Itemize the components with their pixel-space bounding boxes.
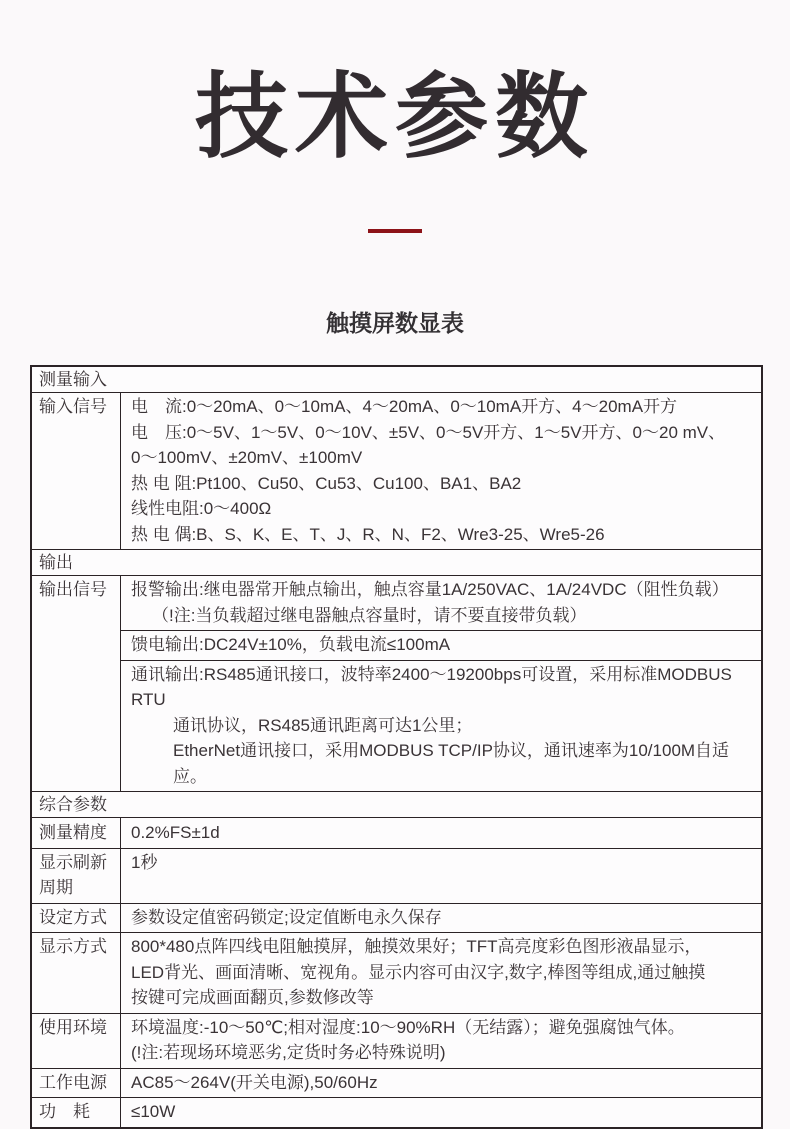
row-input-signal (32, 392, 761, 549)
row-label: 测量精度 (32, 818, 121, 848)
section-header: 测量输入 (39, 370, 107, 389)
spec-line: 线性电阻:0～400Ω (131, 499, 272, 518)
row-content (121, 576, 761, 791)
row-label: 输出信号 (32, 576, 121, 791)
row-label: 使用环境 (32, 1014, 121, 1068)
row-power-consumption (32, 1097, 761, 1127)
spec-line: 通讯输出:RS485通讯接口，波特率2400～19200bps可设置，采用标准MODBUS RTU (131, 664, 732, 709)
spec-line: LED背光、画面清晰、宽视角。显示内容可由汉字,数字,棒图等组成,通过触摸 (131, 962, 706, 982)
row-label: 显示刷新周期 (32, 849, 121, 903)
row-content (121, 393, 761, 549)
row-label: 工作电源 (32, 1069, 121, 1098)
accent-dash (368, 229, 422, 233)
spec-line: 热 电 阻:Pt100、Cu50、Cu53、Cu100、BA1、BA2 (131, 473, 522, 493)
spec-line: 通讯协议，RS485通讯距离可达1公里； (173, 715, 473, 735)
row-accuracy (32, 817, 761, 848)
row-content: ≤10W (131, 1102, 176, 1121)
row-output-signal (32, 575, 761, 791)
row-label: 显示方式 (32, 933, 121, 1013)
spec-line: 800*480点阵四线电阻触摸屏，触摸效果好；TFT高亮度彩色图形液晶显示， (131, 937, 702, 956)
row-content: 参数设定值密码锁定;设定值断电永久保存 (131, 907, 442, 927)
row-refresh-cycle (32, 848, 761, 903)
row-content (121, 1014, 761, 1068)
spec-line: 馈电输出:DC24V±10%，负载电流≤100mA (131, 635, 451, 654)
spec-line: 按键可完成画面翻页,参数修改等 (131, 988, 374, 1007)
spec-line: EtherNet通讯接口，采用MODBUS TCP/IP协议，通讯速率为10/100M自适应。 (173, 741, 730, 786)
section-row-measure-input (32, 367, 761, 392)
spec-line: 报警输出:继电器常开触点输出，触点容量1A/250VAC、1A/24VDC（阻性负载） (131, 580, 729, 599)
row-label: 设定方式 (32, 904, 121, 933)
spec-line-note: (!注:若现场环境恶劣,定货时务必特殊说明) (131, 1043, 446, 1062)
row-label: 功 耗 (32, 1098, 121, 1127)
row-setting-mode (32, 903, 761, 933)
section-row-general (32, 791, 761, 817)
row-label: 输入信号 (32, 393, 121, 549)
row-content: AC85～264V(开关电源),50/60Hz (131, 1072, 378, 1092)
row-display-mode (32, 932, 761, 1013)
subrow-feed-output (121, 630, 761, 660)
page-title: 技术参数 (195, 65, 595, 169)
section-header: 综合参数 (39, 795, 107, 814)
subrow-comm-output (121, 660, 761, 792)
spec-line: 电 流:0～20mA、0～10mA、4～20mA、0～10mA开方、4～20mA开方 (131, 397, 678, 416)
subrow-alarm-output (121, 576, 761, 630)
section-subtitle: 触摸屏数显表 (326, 310, 464, 336)
row-content (121, 933, 761, 1013)
row-environment (32, 1013, 761, 1068)
spec-line: 热 电 偶:B、S、K、E、T、J、R、N、F2、Wre3-25、Wre5-26 (131, 524, 605, 544)
section-row-output (32, 549, 761, 575)
spec-line: 电 压:0～5V、1～5V、0～10V、±5V、0～5V开方、1～5V开方、0～20 mV、 (131, 422, 726, 442)
spec-line-note: （!注:当负载超过继电器触点容量时，请不要直接带负载） (152, 605, 587, 625)
spec-line: 环境温度:-10～50℃;相对湿度:10～90%RH（无结露）；避免强腐蚀气体。 (131, 1017, 685, 1037)
row-content: 1秒 (131, 852, 158, 872)
row-content: 0.2%FS±1d (131, 823, 220, 842)
spec-line: 0～100mV、±20mV、±100mV (131, 448, 363, 467)
row-power-supply (32, 1068, 761, 1098)
spec-table (30, 365, 763, 1129)
section-header: 输出 (39, 553, 73, 572)
